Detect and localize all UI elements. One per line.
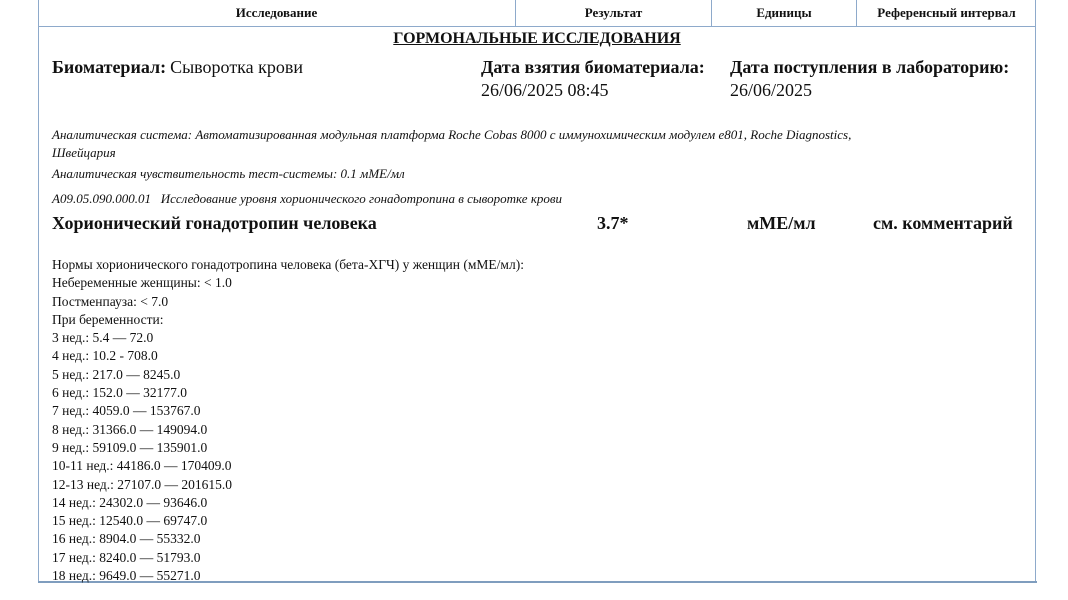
study-code: A09.05.090.000.01 xyxy=(52,191,151,206)
norms-line: 9 нед.: 59109.0 — 135901.0 xyxy=(52,439,208,455)
result-test-name: Хорионический гонадотропин человека xyxy=(52,213,377,233)
norms-line: Постменпауза: < 7.0 xyxy=(52,293,169,309)
collection-date-value: 26/06/2025 08:45 xyxy=(481,80,609,100)
norms-line: 14 нед.: 24302.0 — 93646.0 xyxy=(52,494,208,510)
norms-line: 12-13 нед.: 27107.0 — 201615.0 xyxy=(52,476,233,492)
norms-title: Нормы хорионического гонадотропина человека (бета-ХГЧ) у женщин (мМЕ/мл): xyxy=(52,257,524,272)
norms-line: 10-11 нед.: 44186.0 — 170409.0 xyxy=(52,458,232,474)
norms-line: 4 нед.: 10.2 - 708.0 xyxy=(52,348,158,364)
result-value: 3.7* xyxy=(597,213,629,233)
norms-line: 17 нед.: 8240.0 — 51793.0 xyxy=(52,549,201,565)
norms-line: 3 нед.: 5.4 — 72.0 xyxy=(52,330,154,346)
collection-date-label: Дата взятия биоматериала: xyxy=(481,57,705,77)
biomaterial-label: Биоматериал: xyxy=(52,57,167,77)
norms-line: При беременности: xyxy=(52,311,164,327)
norms-line: 16 нед.: 8904.0 — 55332.0 xyxy=(52,531,201,547)
table-header xyxy=(38,0,1036,27)
study-code-line xyxy=(52,191,562,207)
norms-line: 18 нед.: 9649.0 — 55271.0 xyxy=(52,568,201,584)
norms-line: Небеременные женщины: < 1.0 xyxy=(52,275,232,291)
receipt-date-value: 26/06/2025 xyxy=(730,80,813,100)
norms-comment xyxy=(52,256,524,585)
section-title: ГОРМОНАЛЬНЫЕ ИССЛЕДОВАНИЯ xyxy=(393,30,681,47)
column-header-units: Единицы xyxy=(712,0,857,26)
result-units: мМЕ/мл xyxy=(747,213,816,233)
norms-line: 7 нед.: 4059.0 — 153767.0 xyxy=(52,403,201,419)
analytic-sensitivity: Аналитическая чувствительность тест-системы: 0.1 мМЕ/мл xyxy=(52,166,405,181)
biomaterial-value: Сыворотка крови xyxy=(170,57,304,77)
column-header-study: Исследование xyxy=(38,0,516,26)
study-name: Исследование уровня хорионического гонадотропина в сыворотке крови xyxy=(160,191,563,206)
receipt-date-label: Дата поступления в лабораторию: xyxy=(730,57,1010,77)
column-header-reference: Референсный интервал xyxy=(877,5,1016,20)
column-header-result: Результат xyxy=(516,0,712,26)
biomaterial xyxy=(52,57,303,78)
norms-line: 5 нед.: 217.0 — 8245.0 xyxy=(52,366,181,382)
result-reference: см. комментарий xyxy=(873,213,1013,233)
analytic-system-line2: Швейцария xyxy=(52,145,116,160)
analytic-system-line1: Аналитическая система: Автоматизированная модульная платформа Roche Cobas 8000 с иммунохимическим модулем е801, Roche Diagnostics, xyxy=(52,127,852,142)
norms-line: 15 нед.: 12540.0 — 69747.0 xyxy=(52,513,208,529)
norms-line: 6 нед.: 152.0 — 32177.0 xyxy=(52,385,188,401)
norms-line: 8 нед.: 31366.0 — 149094.0 xyxy=(52,421,208,437)
